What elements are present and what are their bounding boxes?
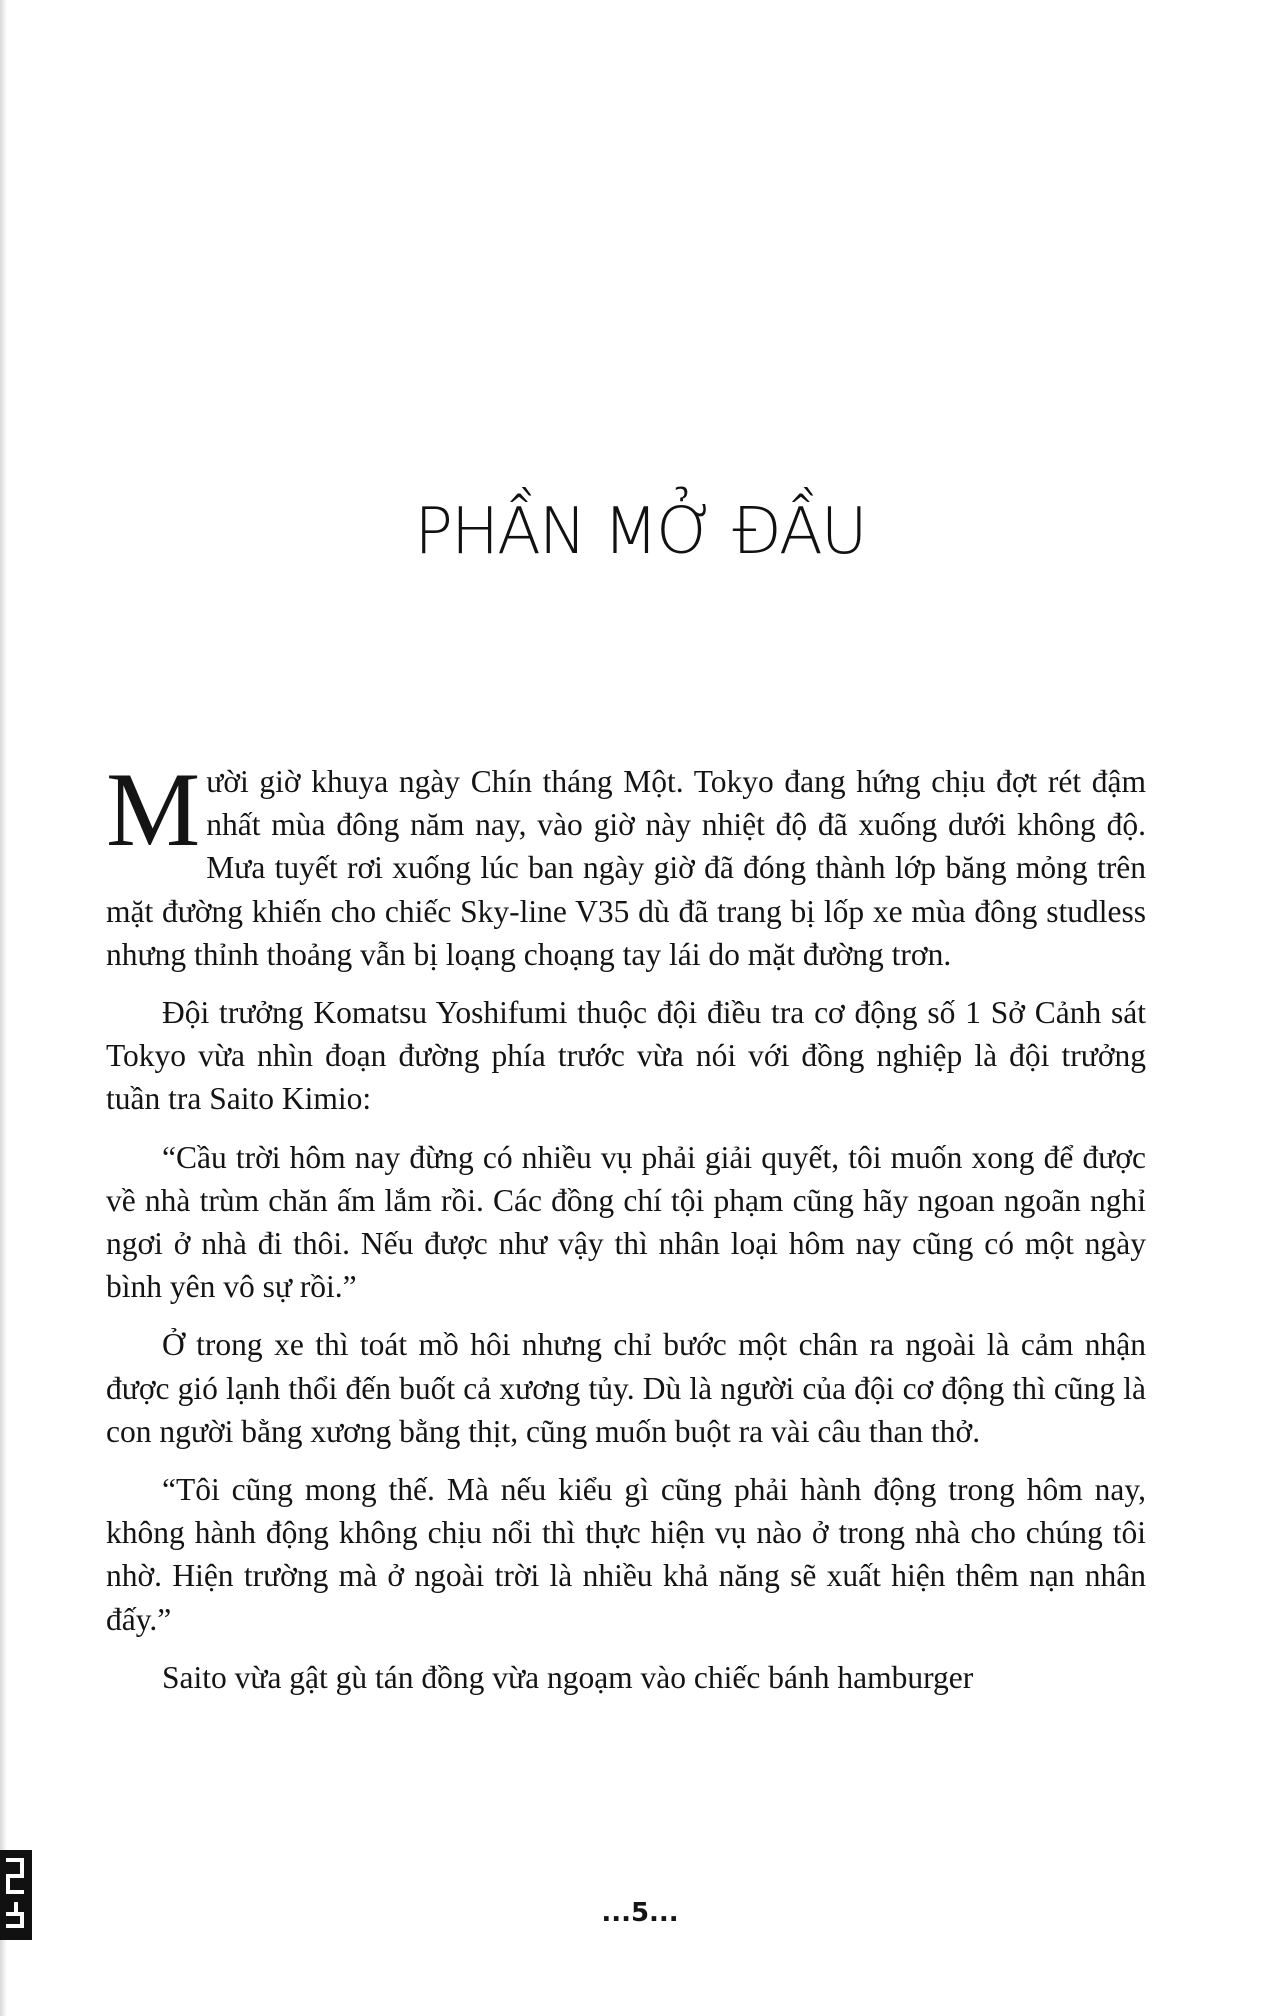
chapter-title: PHẦN MỞ ĐẦU [414,495,866,569]
paragraph-6: Saito vừa gật gù tán đồng vừa ngoạm vào chiếc bánh hamburger [162,1659,974,1695]
paragraph-2: Đội trưởng Komatsu Yoshifumi thuộc đội điều tra cơ động số 1 Sở Cảnh sát Tokyo vừa nhìn đoạn đường phía trước vừa nói với đồng nghiệp là đội trưởng tuần tra Saito Kimio: [106,995,1146,1117]
page-left-edge-shadow [0,0,7,2016]
paragraph-4: Ở trong xe thì toát mồ hôi nhưng chỉ bước một chân ra ngoài là cảm nhận được gió lạnh thổi đến buốt cả xương tủy. Dù là người của đội cơ động thì cũng là con người bằng xương bằng thịt, cũng muốn buột ra vài câu than thở. [106,1327,1146,1449]
paragraph-3: “Cầu trời hôm nay đừng có nhiều vụ phải giải quyết, tôi muốn xong để được về nhà trùm chăn ấm lắm rồi. Các đồng chí tội phạm cũng hãy ngoan ngoãn nghỉ ngơi ở nhà đi thôi. Nếu được như vậy thì nhân loại hôm nay cũng có một ngày bình yên vô sự rồi.” [106,1139,1146,1305]
paragraph-1-text: ười giờ khuya ngày Chín tháng Một. Tokyo đang hứng chịu đợt rét đậm nhất mùa đông năm nay, vào giờ này nhiệt độ đã xuống dưới không độ. Mưa tuyết rơi xuống lúc ban ngày giờ đã đóng thành lớp băng mỏng trên mặt đường khiến cho chiếc Sky-line V35 dù đã trang bị lốp xe mùa đông studless nhưng thỉnh thoảng vẫn bị loạng choạng tay lái do mặt đường trơn. [106,764,1146,972]
page-number: ...5... [601,1898,679,1928]
paragraph-5: “Tôi cũng mong thế. Mà nếu kiểu gì cũng phải hành động trong hôm nay, không hành động không chịu nổi thì thực hiện vụ nào ở trong nhà cho chúng tôi nhờ. Hiện trường mà ở ngoài trời là nhiều khả năng sẽ xuất hiện thêm nạn nhân đấy.” [106,1472,1146,1637]
drop-cap: M [106,751,201,868]
paragraph-1 [106,751,1146,976]
body-text [106,751,1146,1714]
